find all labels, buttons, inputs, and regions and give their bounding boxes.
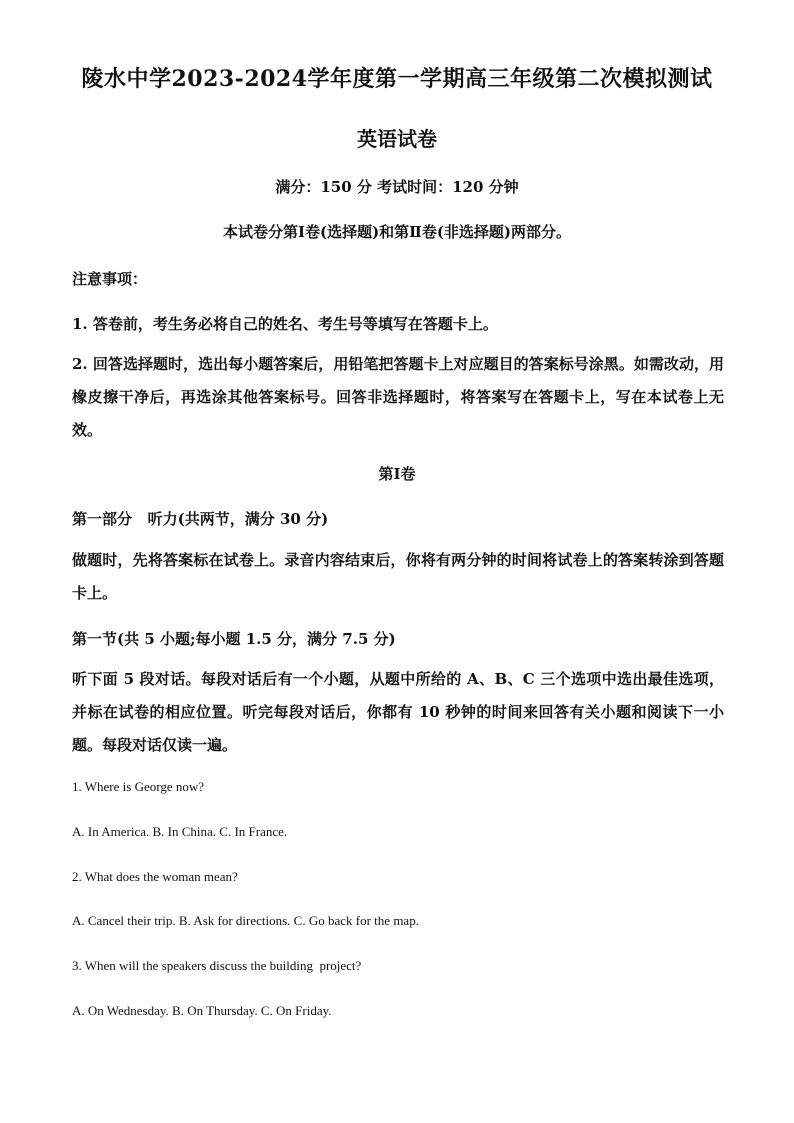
question-1-options: A. In America. B. In China. C. In France. <box>72 824 288 839</box>
volume-1-heading: 第Ⅰ卷 <box>378 465 416 483</box>
exam-title: 陵水中学2023-2024学年度第一学期高三年级第二次模拟测试 <box>81 66 713 92</box>
question-2-options: A. Cancel their trip. B. Ask for directions. C. Go back for the map. <box>72 913 419 928</box>
notes-item-1: 1. 答卷前，考生务必将自己的姓名、考生号等填写在答题卡上。 <box>72 315 498 333</box>
exam-composition: 本试卷分第Ⅰ卷(选择题)和第Ⅱ卷(非选择题)两部分。 <box>222 223 572 241</box>
question-1-stem: 1. Where is George now? <box>72 779 205 794</box>
question-3-options: A. On Wednesday. B. On Thursday. C. On Friday. <box>72 1003 332 1018</box>
part-1-heading: 第一部分 听力(共两节，满分 30 分) <box>72 510 329 528</box>
section-1-instructions: 听下面 5 段对话。每段对话后有一个小题，从题中所给的 A、B、C 三个选项中选出最佳选项，并标在试卷的相应位置。听完每段对话后，你都有 10 秒钟的时间来回答有关小题和阅读下一小题。每段对话仅读一遍。 <box>72 670 724 754</box>
section-1-heading: 第一节(共 5 小题;每小题 1.5 分，满分 7.5 分) <box>72 630 396 648</box>
score-and-time: 满分：150 分 考试时间：120 分钟 <box>275 178 519 196</box>
notes-heading: 注意事项： <box>72 270 148 288</box>
question-3-stem: 3. When will the speakers discuss the building project? <box>72 958 362 973</box>
part-1-instructions: 做题时，先将答案标在试卷上。录音内容结束后，你将有两分钟的时间将试卷上的答案转涂到答题卡上。 <box>72 551 724 602</box>
question-2-stem: 2. What does the woman mean? <box>72 869 238 884</box>
exam-subject: 英语试卷 <box>357 127 437 151</box>
notes-item-2: 2. 回答选择题时，选出每小题答案后，用铅笔把答题卡上对应题目的答案标号涂黑。如需改动，用橡皮擦干净后，再选涂其他答案标号。回答非选择题时，将答案写在答题卡上，写在本试卷上无效。 <box>72 355 724 439</box>
